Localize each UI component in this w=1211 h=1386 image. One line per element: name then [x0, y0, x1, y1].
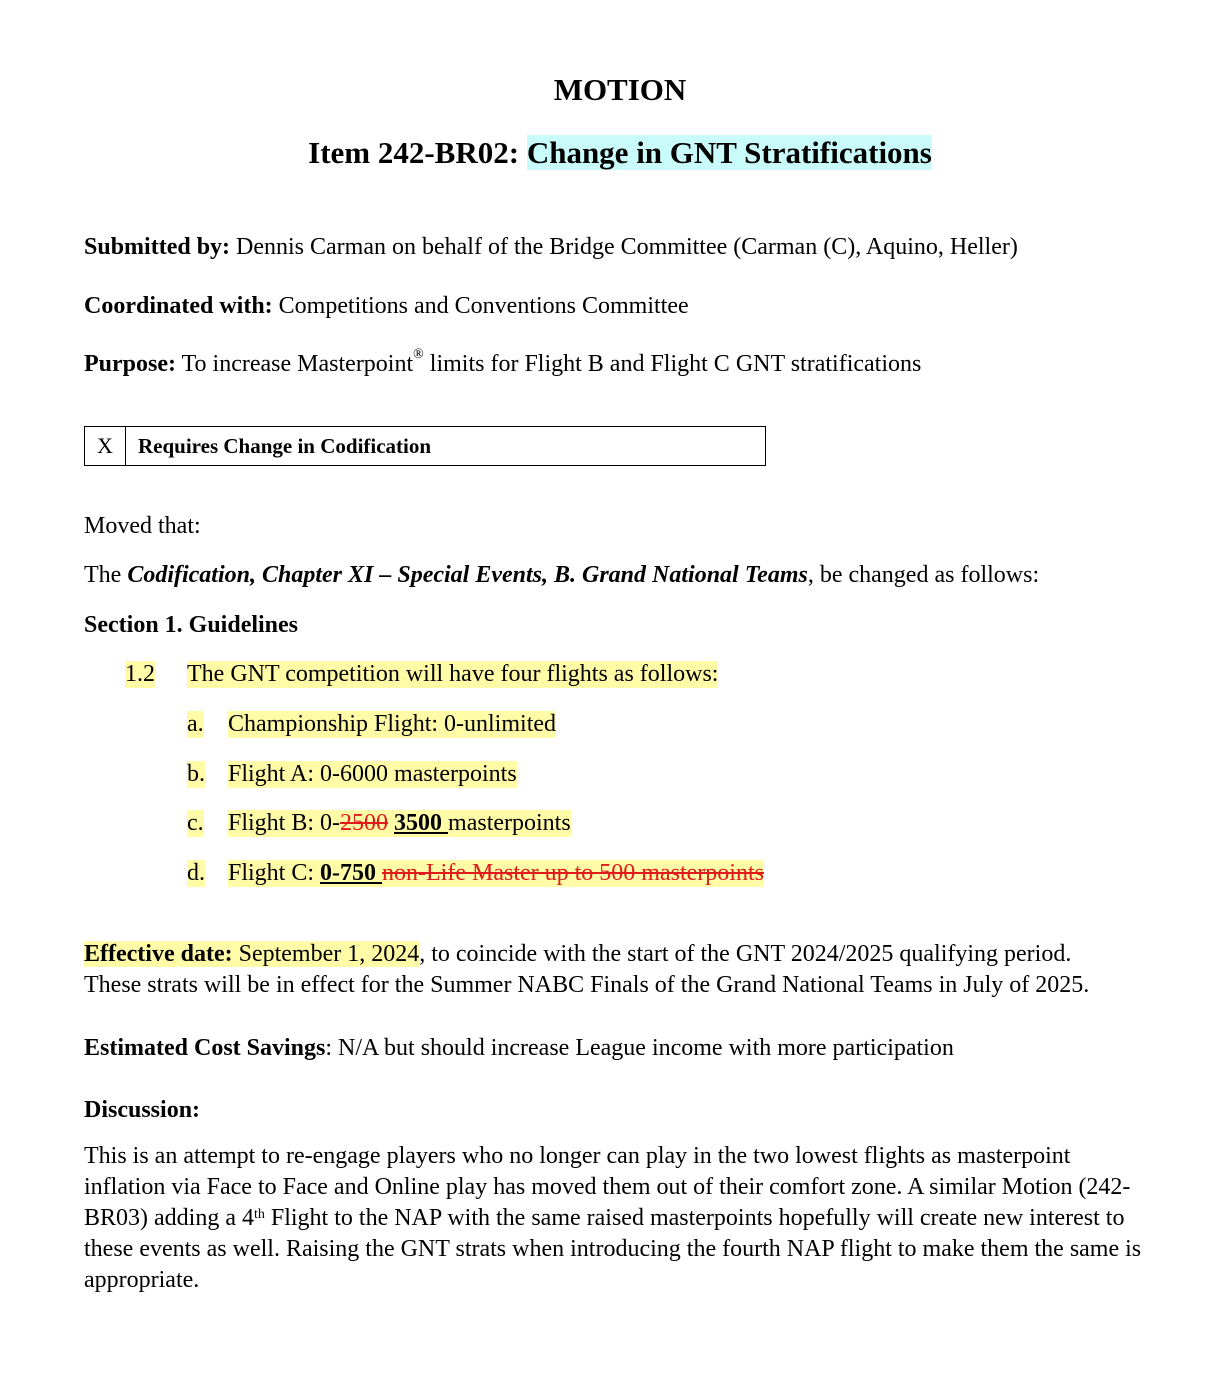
- guideline-text: The GNT competition will have four flights as follows:: [187, 661, 719, 687]
- codification-ref-start: The: [84, 562, 128, 588]
- effective-date-line-1: [84, 941, 1071, 968]
- flight-letter: a.: [187, 711, 204, 737]
- flight-championship: Championship Flight: 0-unlimited: [228, 711, 557, 737]
- purpose-label: Purpose:: [84, 351, 176, 377]
- flight-c-prefix: Flight C:: [228, 860, 321, 886]
- flight-b-inserted-limit: 3500: [394, 810, 449, 836]
- section-heading: Section 1. Guidelines: [84, 612, 299, 638]
- moved-that: Moved that:: [84, 513, 201, 539]
- cost-savings-label: Estimated Cost Savings: [84, 1035, 326, 1061]
- flight-c-deleted-limit: non-Life Master up to 500 masterpoints: [382, 860, 764, 886]
- flight-b-prefix: Flight B: 0-: [228, 810, 341, 836]
- purpose-value-start: To increase Masterpoint: [176, 351, 414, 377]
- flight-letter: c.: [187, 810, 204, 836]
- purpose-line: [84, 347, 922, 378]
- submitted-by-value: Dennis Carman on behalf of the Bridge Committee (Carman (C), Aquino, Heller): [230, 234, 1018, 260]
- cost-savings-line: [84, 1035, 954, 1062]
- flight-b-deleted-limit: 2500: [340, 810, 389, 836]
- coordinated-with-label: Coordinated with:: [84, 293, 273, 319]
- flight-a: Flight A: 0-6000 masterpoints: [228, 761, 517, 787]
- submitted-by-line: [84, 234, 1018, 261]
- submitted-by-label: Submitted by:: [84, 234, 231, 260]
- discussion-text-end: Flight to the NAP with the same raised masterpoints hopefully will create new interest to these events as well. Raising the GNT strats when introducing the fourth NAP flight to make them the same is appropriate.: [84, 1205, 1142, 1293]
- flight-c-inserted-limit: 0-750: [320, 860, 383, 886]
- discussion-heading: Discussion:: [84, 1097, 201, 1123]
- page-title: MOTION: [553, 72, 687, 107]
- guideline-number: 1.2: [125, 661, 155, 687]
- codification-reference: [84, 562, 1039, 589]
- effective-date-rest: , to coincide with the start of the GNT 2024/2025 qualifying period.: [419, 941, 1072, 967]
- coordinated-with-value: Competitions and Conventions Committee: [272, 293, 689, 319]
- effective-date-value: September 1, 2024: [232, 941, 420, 967]
- purpose-value-end: limits for Flight B and Flight C GNT stratifications: [423, 351, 922, 377]
- flight-c: [228, 860, 764, 887]
- discussion-body: [84, 1141, 1144, 1296]
- flight-b-suffix: masterpoints: [448, 810, 571, 836]
- effective-date-label: Effective date:: [84, 941, 233, 967]
- flight-letter: d.: [187, 860, 205, 886]
- registered-mark: ®: [413, 347, 424, 362]
- coordinated-with-line: [84, 293, 689, 320]
- cost-savings-value: : N/A but should increase League income with more participation: [325, 1035, 954, 1061]
- codification-ref-end: , be changed as follows:: [807, 562, 1040, 588]
- codification-checkbox-row: [84, 426, 766, 466]
- item-number: Item 242-BR02:: [308, 135, 527, 170]
- ordinal-suffix: th: [253, 1207, 265, 1222]
- flight-b: [228, 810, 571, 837]
- item-heading: [0, 135, 1211, 171]
- item-subject: Change in GNT Stratifications: [526, 135, 932, 170]
- codification-label: Requires Change in Codification: [138, 433, 432, 458]
- effective-date-line-2: These strats will be in effect for the Summer NABC Finals of the Grand National Teams in July of 2025.: [84, 972, 1090, 998]
- flight-letter: b.: [187, 761, 205, 787]
- discussion-text-start: This is an attempt to re-engage players who no longer can play in the two lowest flights as masterpoint inflation via Face to Face and Online play has moved them out of their comfort zone. A similar Motion (242-BR03) adding a 4: [84, 1143, 1131, 1231]
- codification-check-mark: X: [85, 427, 126, 465]
- codification-ref-title: Codification, Chapter XI – Special Events, B. Grand National Teams: [127, 562, 808, 588]
